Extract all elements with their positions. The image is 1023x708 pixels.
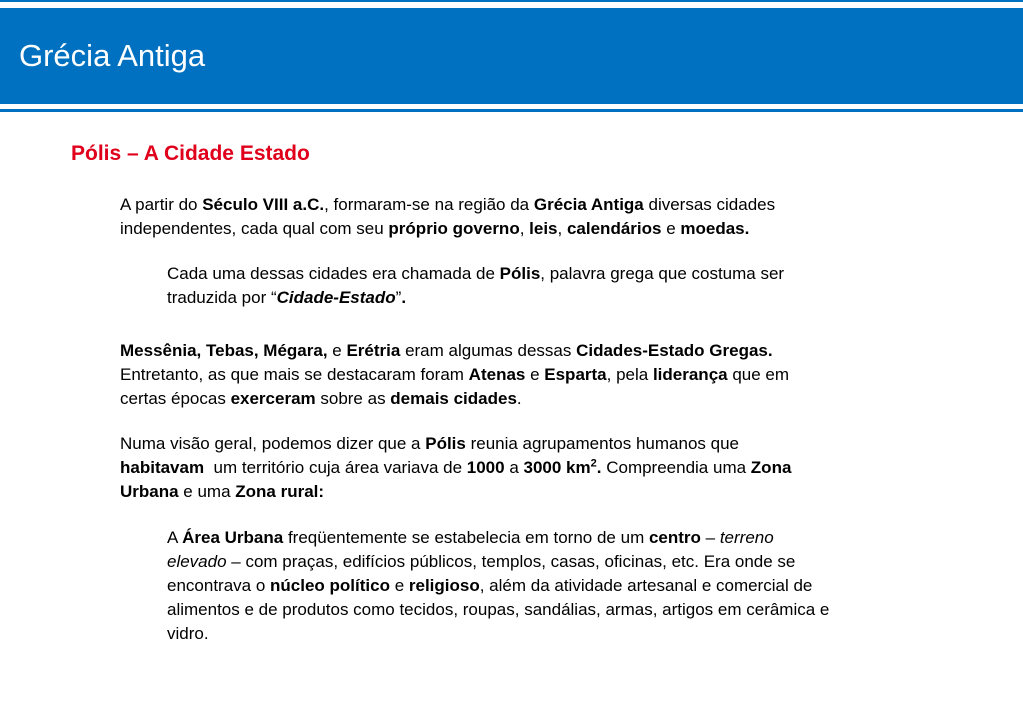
- slide-title: Grécia Antiga: [19, 38, 206, 73]
- text-run: Numa visão geral, podemos dizer que a: [120, 434, 426, 453]
- text-run: independentes, cada qual com seu: [120, 219, 389, 238]
- italic-run: terreno: [719, 528, 774, 547]
- text-run: e: [525, 365, 545, 384]
- text-run: Cada uma dessas cidades era chamada de: [167, 264, 500, 283]
- text-run: Compreendia uma: [601, 458, 751, 477]
- text-run: , pela: [606, 365, 653, 384]
- text-run: um território cuja área variava de: [204, 458, 467, 477]
- bold-run: Urbana: [120, 482, 179, 501]
- text-line: [120, 456, 1000, 480]
- bold-run: próprio governo: [388, 219, 520, 238]
- text-run: e: [661, 219, 681, 238]
- bold-run: Esparta: [544, 365, 607, 384]
- superscript-run: 2: [590, 457, 597, 470]
- text-run: e: [389, 576, 409, 595]
- bold-run: Atenas: [468, 365, 526, 384]
- bold-run: Área Urbana: [182, 528, 284, 547]
- text-run: A: [167, 528, 183, 547]
- bold-run: Cidades-Estado Gregas.: [576, 341, 773, 360]
- paragraph-urban-area: [167, 526, 997, 646]
- text-run: – com praças, edifícios públicos, templos, casas, oficinas, etc. Era onde se: [226, 552, 796, 571]
- bold-run: habitavam: [120, 458, 205, 477]
- text-line: [167, 550, 997, 574]
- bold-run: Zona: [750, 458, 792, 477]
- bold-run: moedas.: [680, 219, 750, 238]
- text-run: , formaram-se na região da: [324, 195, 534, 214]
- bold-run: Século VIII a.C.: [202, 195, 325, 214]
- bold-run: Pólis: [425, 434, 466, 453]
- text-run: ,: [557, 219, 567, 238]
- text-line: [167, 622, 997, 646]
- text-run: eram algumas dessas: [400, 341, 577, 360]
- bold-run: demais cidades: [390, 389, 517, 408]
- paragraph-origin: [120, 193, 990, 241]
- bold-run: .: [596, 458, 602, 477]
- text-run: e uma: [178, 482, 236, 501]
- text-run: alimentos e de produtos como tecidos, roupas, sandálias, armas, artigos em cerâmica e: [167, 600, 830, 619]
- paragraph-city-states: [120, 339, 1000, 411]
- text-run: a: [504, 458, 524, 477]
- bold-italic-run: Cidade-Estado: [276, 288, 396, 307]
- italic-run: elevado: [167, 552, 227, 571]
- text-line: [167, 598, 997, 622]
- text-run: –: [700, 528, 720, 547]
- bold-run: Messênia, Tebas, Mégara,: [120, 341, 328, 360]
- text-line: [167, 526, 997, 550]
- bold-run: Grécia Antiga: [533, 195, 644, 214]
- title-band: [0, 8, 1023, 104]
- text-line: [120, 363, 1000, 387]
- text-line: [120, 217, 990, 241]
- text-run: ”: [395, 288, 402, 307]
- bold-run: Zona rural:: [235, 482, 325, 501]
- text-line: [120, 480, 1000, 504]
- text-run: ,: [519, 219, 530, 238]
- section-heading: Pólis – A Cidade Estado: [71, 142, 310, 165]
- bold-run: leis: [529, 219, 558, 238]
- text-run: sobre as: [315, 389, 391, 408]
- bold-run: Erétria: [346, 341, 401, 360]
- text-line: [120, 339, 1000, 363]
- paragraph-polis-definition: [167, 262, 987, 310]
- bold-run: liderança: [652, 365, 728, 384]
- paragraph-overview: [120, 432, 1000, 504]
- bold-run: exerceram: [230, 389, 316, 408]
- text-run: e: [327, 341, 347, 360]
- text-run: que em: [727, 365, 790, 384]
- text-run: encontrava o: [167, 576, 271, 595]
- text-run: , além da atividade artesanal e comercial de: [479, 576, 813, 595]
- text-run: reunia agrupamentos humanos que: [465, 434, 739, 453]
- text-run: traduzida por “: [167, 288, 277, 307]
- bold-run: 3000 km: [523, 458, 591, 477]
- bold-run: centro: [648, 528, 701, 547]
- top-accent-line: [0, 0, 1023, 2]
- bold-run: 1000: [466, 458, 505, 477]
- bold-run: .: [401, 288, 407, 307]
- text-run: diversas cidades: [643, 195, 776, 214]
- bold-run: religioso: [408, 576, 480, 595]
- text-run: certas épocas: [120, 389, 231, 408]
- bold-run: núcleo político: [270, 576, 390, 595]
- text-run: freqüentemente se estabelecia em torno de um: [283, 528, 649, 547]
- text-line: [120, 193, 990, 217]
- text-line: [167, 286, 987, 310]
- text-run: .: [516, 389, 522, 408]
- text-line: [167, 574, 997, 598]
- text-run: vidro.: [167, 624, 209, 643]
- bold-run: calendários: [566, 219, 662, 238]
- text-line: [120, 387, 1000, 411]
- bottom-accent-line: [0, 109, 1023, 112]
- text-line: [167, 262, 987, 286]
- text-line: [120, 432, 1000, 456]
- text-run: Entretanto, as que mais se destacaram foram: [120, 365, 469, 384]
- text-run: , palavra grega que costuma ser: [540, 264, 785, 283]
- bold-run: Pólis: [499, 264, 541, 283]
- text-run: A partir do: [120, 195, 203, 214]
